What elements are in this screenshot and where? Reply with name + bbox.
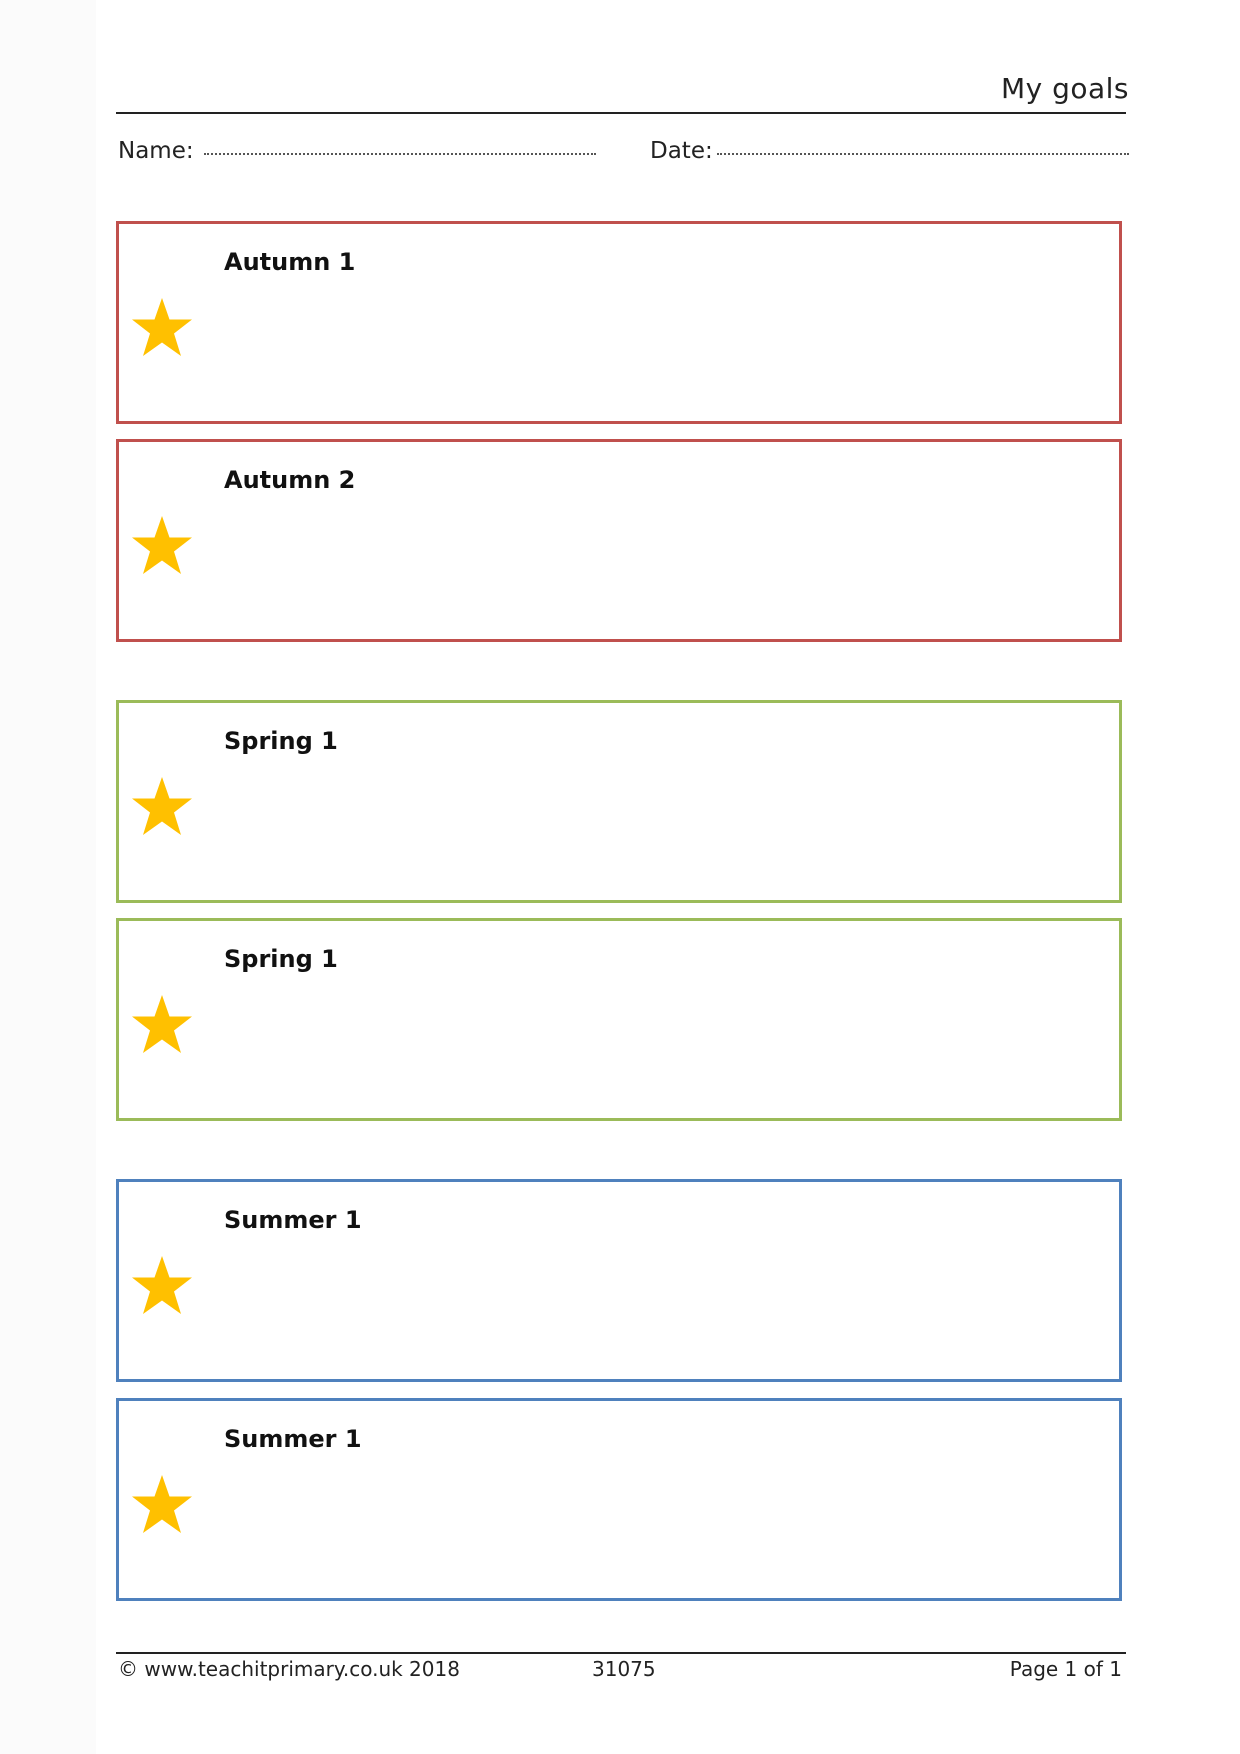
footer-page-number: Page 1 of 1 bbox=[1009, 1657, 1122, 1681]
goal-label: Summer 1 bbox=[224, 1206, 362, 1234]
goal-box-autumn-2[interactable] bbox=[116, 439, 1122, 642]
star-icon bbox=[130, 1473, 194, 1537]
goal-box-summer-1-second[interactable] bbox=[116, 1398, 1122, 1601]
footer-divider bbox=[116, 1652, 1126, 1654]
star-icon bbox=[130, 775, 194, 839]
header-divider bbox=[116, 112, 1126, 114]
star-icon bbox=[130, 993, 194, 1057]
star-icon bbox=[130, 296, 194, 360]
date-dotted-line[interactable] bbox=[717, 152, 1129, 155]
date-field[interactable] bbox=[650, 138, 1129, 164]
star-icon bbox=[130, 1254, 194, 1318]
name-dotted-line[interactable] bbox=[204, 152, 596, 155]
goal-label: Autumn 2 bbox=[224, 466, 356, 494]
date-label: Date: bbox=[650, 138, 713, 164]
name-label: Name: bbox=[118, 138, 194, 164]
goal-box-spring-1-second[interactable] bbox=[116, 918, 1122, 1121]
page-title: My goals bbox=[1000, 72, 1129, 105]
footer-copyright: © www.teachitprimary.co.uk 2018 bbox=[118, 1657, 460, 1681]
name-field[interactable] bbox=[118, 138, 596, 164]
page-margin bbox=[0, 0, 96, 1754]
goal-label: Spring 1 bbox=[224, 727, 338, 755]
goal-label: Summer 1 bbox=[224, 1425, 362, 1453]
goal-box-spring-1[interactable] bbox=[116, 700, 1122, 903]
footer-code: 31075 bbox=[592, 1657, 656, 1681]
goal-box-autumn-1[interactable] bbox=[116, 221, 1122, 424]
goal-label: Autumn 1 bbox=[224, 248, 356, 276]
goal-label: Spring 1 bbox=[224, 945, 338, 973]
goal-box-summer-1[interactable] bbox=[116, 1179, 1122, 1382]
star-icon bbox=[130, 514, 194, 578]
